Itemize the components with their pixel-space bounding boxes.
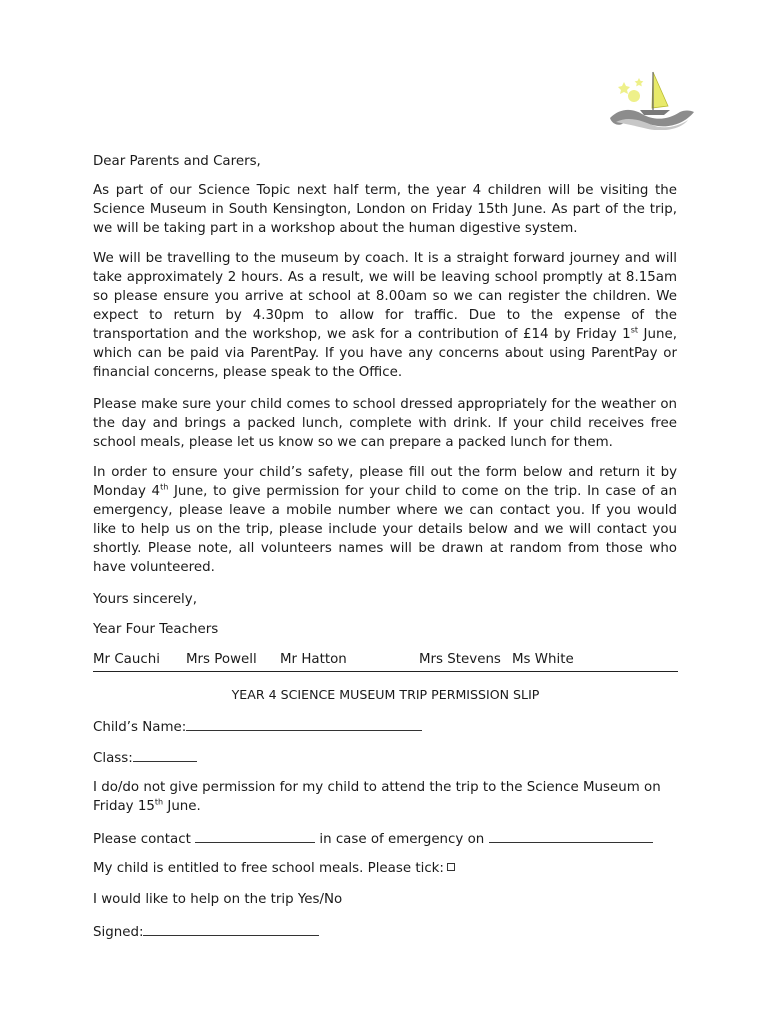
safety-text-end: June, to give permission for your child to come on the trip. In case of an emergency, please leave a mobile number where we can contact you. If you would like to help us on the trip, please include your details below and we will contact you shortly. Please note, all volunteers names will be drawn at random from those who have volunteered.	[93, 484, 677, 575]
emergency-number-field[interactable]	[489, 828, 653, 843]
boat-hull	[640, 110, 670, 115]
permission-date-text: Friday 15	[93, 799, 155, 814]
letter-paragraph-safety	[93, 463, 677, 577]
free-meals-row	[93, 859, 455, 878]
star-shape-small	[635, 78, 644, 86]
ordinal-suffix: th	[154, 797, 164, 807]
travel-text: We will be travelling to the museum by coach. It is a straight forward journey and will take approximately 2 hours. As a result, we will be leaving school promptly at 8.15am so please ensure you arrive at school at 8.00am so we can register the children. We expect to return by 4.30pm to allow for traffic. Due to the expense of the transportation and the workshop, we ask for a contribution of £14 by Friday 1	[93, 251, 677, 342]
signature-field[interactable]	[143, 921, 319, 936]
travel-text-end: June, which can be paid via ParentPay. If you have any concerns about using ParentPay or financial concerns, please speak to the Office.	[93, 327, 677, 380]
slip-title: YEAR 4 SCIENCE MUSEUM TRIP PERMISSION SLIP	[231, 687, 540, 702]
contact-label: Please contact	[93, 832, 191, 847]
safety-text: In order to ensure your child’s safety, please fill out the form below and return it by Monday 4	[93, 465, 677, 499]
star-shape	[618, 82, 630, 94]
teacher-name: Mrs Powell	[186, 652, 257, 667]
cut-line-divider	[93, 671, 678, 672]
child-name-field[interactable]	[186, 716, 422, 731]
sail-shape	[652, 72, 668, 108]
help-trip-label[interactable]: I would like to help on the trip Yes/No	[93, 892, 343, 907]
emergency-contact-row	[93, 828, 653, 849]
permission-month-text: June.	[163, 799, 201, 814]
letter-greeting: Dear Parents and Carers,	[93, 154, 261, 169]
ordinal-suffix: st	[630, 325, 639, 335]
emergency-label: in case of emergency on	[319, 832, 485, 847]
school-logo	[606, 68, 696, 130]
free-meals-label: My child is entitled to free school meals. Please tick:	[93, 861, 444, 876]
class-label: Class:	[93, 751, 133, 766]
teacher-name: Mrs Stevens	[419, 652, 501, 667]
letter-paragraph-trip: As part of our Science Topic next half term, the year 4 children will be visiting the Science Museum in South Kensington, London on Friday 15th June. As part of the trip, we will be taking part in a workshop about the human digestive system.	[93, 183, 677, 236]
signed-label: Signed:	[93, 925, 144, 940]
permission-line-1	[93, 778, 661, 797]
help-trip-row	[93, 890, 342, 909]
contact-name-field[interactable]	[195, 828, 315, 843]
letter-signoff-team: Year Four Teachers	[93, 622, 219, 637]
class-row	[93, 747, 197, 768]
letter-paragraph-clothing: Please make sure your child comes to school dressed appropriately for the weather on the day and brings a packed lunch, complete with drink. If your child receives free school meals, please let us know so we can prepare a packed lunch for them.	[93, 397, 677, 450]
teacher-name: Mr Hatton	[280, 652, 347, 667]
sun-shape	[628, 90, 640, 102]
teacher-name: Ms White	[512, 652, 574, 667]
permission-text: I do/do not give permission for my child to attend the trip to the Science Museum on	[93, 780, 661, 795]
free-meals-checkbox[interactable]	[447, 863, 455, 871]
ordinal-suffix: th	[160, 482, 169, 492]
class-field[interactable]	[133, 747, 197, 762]
signature-row	[93, 921, 319, 942]
child-name-row	[93, 716, 422, 737]
letter-closing: Yours sincerely,	[93, 592, 197, 607]
letter-paragraph-travel	[93, 249, 677, 382]
permission-line-2	[93, 797, 201, 816]
teacher-name: Mr Cauchi	[93, 652, 160, 667]
child-name-label: Child’s Name:	[93, 720, 187, 735]
